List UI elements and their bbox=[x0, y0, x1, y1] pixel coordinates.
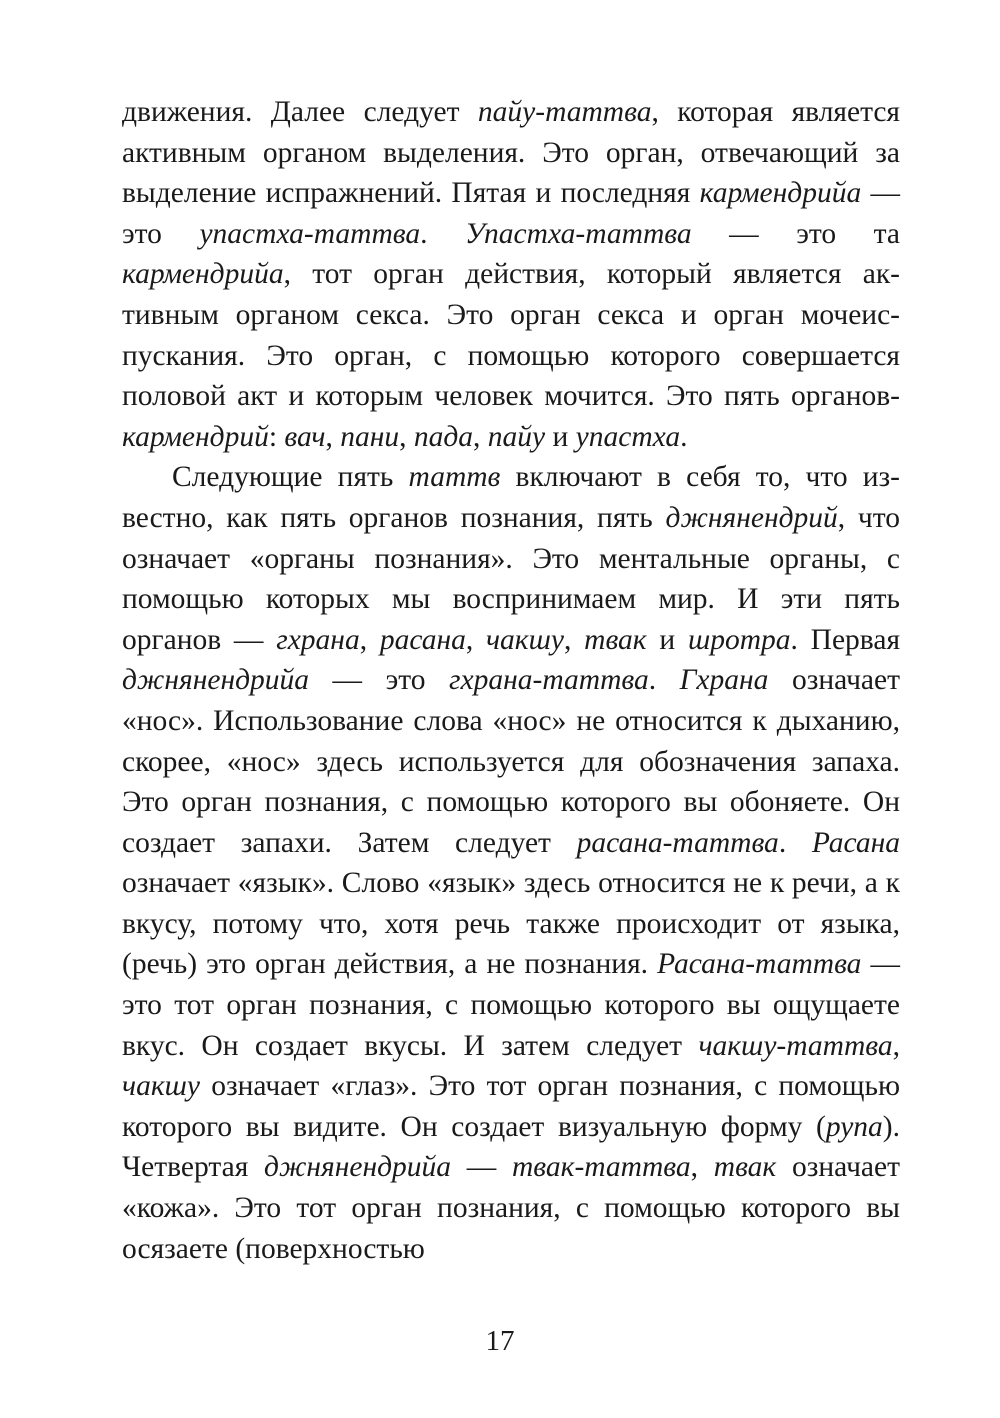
italic-term: джнянендрий bbox=[665, 501, 838, 534]
italic-term: пани bbox=[340, 420, 400, 453]
italic-term: кармендрий bbox=[122, 420, 269, 453]
italic-term: шротра bbox=[687, 623, 791, 656]
italic-term: чакшу bbox=[122, 1070, 200, 1103]
text-run: и bbox=[646, 623, 688, 656]
text-run: движения. Далее следует bbox=[122, 96, 478, 128]
text-run: , bbox=[399, 420, 414, 453]
italic-term: джнянендрийа bbox=[264, 1151, 452, 1184]
text-run: , тот орган действия, который является активным органом секса. Это орган секса и орган мочеиспускания. Это орган, с помощью которого совершается половой акт и которым человек мочится. Это пять органов- bbox=[122, 258, 900, 413]
italic-term: твак bbox=[584, 623, 647, 656]
italic-term: чакшу bbox=[485, 623, 564, 656]
text-run: , bbox=[563, 623, 585, 656]
italic-term: твак bbox=[713, 1151, 777, 1184]
italic-term: расана-таттва bbox=[576, 826, 779, 859]
text-run: означает «нос». Использование слова «нос» не относится к дыханию, скорее, «нос» здесь используется для обозначения запаха. Это орган познания, с помощью которого вы обоняете. Он создает запахи. Затем следует bbox=[122, 664, 900, 859]
text-run: , bbox=[473, 420, 488, 453]
text-run: , что означает «органы познания». Это ментальные органы, с помощью которых мы воспринимаем мир. И эти пять органов — bbox=[122, 501, 900, 656]
italic-term: гхрана-таттва bbox=[449, 664, 649, 697]
italic-term: кармендрийа bbox=[699, 177, 862, 210]
text-run: — это та bbox=[691, 217, 900, 250]
italic-term: твак-таттва bbox=[511, 1151, 691, 1184]
italic-term: Расана bbox=[811, 826, 901, 859]
italic-term: рупа bbox=[825, 1110, 883, 1143]
text-run: , bbox=[465, 623, 486, 656]
italic-term: пада bbox=[413, 420, 474, 453]
italic-term: упастха bbox=[575, 420, 681, 453]
text-run: означает «глаз». Это тот орган познания, с помощью которого вы видите. Он создает визуальную форму ( bbox=[122, 1070, 900, 1143]
page-number: 17 bbox=[485, 1325, 515, 1357]
text-run: . bbox=[420, 217, 466, 250]
italic-term: кармендрийа bbox=[122, 258, 284, 291]
text-run: . bbox=[680, 420, 688, 453]
italic-term: вач bbox=[284, 420, 326, 453]
text-run: , bbox=[690, 1151, 714, 1184]
text-run: , bbox=[325, 420, 341, 453]
paragraph bbox=[122, 92, 900, 457]
text-run: — это тот орган познания, с помощью которого вы ощущаете вкус. Он создает вкусы. И затем следует bbox=[122, 948, 901, 1062]
italic-term: таттв bbox=[408, 461, 501, 494]
text-run: . bbox=[648, 664, 680, 697]
text-run: , bbox=[359, 623, 380, 656]
italic-term: чакшу-таттва bbox=[698, 1029, 893, 1062]
italic-term: пайу-таттва bbox=[477, 96, 652, 128]
text-run: — это bbox=[309, 664, 450, 697]
text-run: и bbox=[545, 420, 576, 453]
text-run: . bbox=[778, 826, 812, 859]
text-run: , которая является активным органом выделения. Это орган, отвечающий за выделение испражнений. Пятая и последняя bbox=[122, 96, 900, 210]
paragraph bbox=[122, 457, 900, 1269]
text-run: означает «язык». Слово «язык» здесь относится не к речи, а к вкусу, потому что, хотя речь также происходит от языка, (речь) это орган действия, а не познания. bbox=[122, 867, 900, 981]
italic-term: расана bbox=[379, 623, 466, 656]
text-run: . Первая bbox=[790, 623, 901, 656]
text-run: , bbox=[892, 1029, 900, 1062]
italic-term: Упастха-таттва bbox=[465, 217, 692, 250]
italic-term: Расана-таттва bbox=[657, 948, 862, 981]
italic-term: гхрана bbox=[276, 623, 360, 656]
text-run: Следующие пять bbox=[172, 461, 409, 494]
italic-term: пайу bbox=[487, 420, 546, 453]
text-run: включают в себя то, что известно, как пять органов познания, пять bbox=[122, 461, 900, 534]
italic-term: Гхрана bbox=[679, 664, 769, 697]
italic-term: упастха-таттва bbox=[199, 217, 421, 250]
italic-term: джнянендрийа bbox=[122, 664, 309, 697]
text-run: — bbox=[451, 1151, 512, 1184]
text-run: означает «кожа». Это тот орган познания, с помощью которого вы осязаете (поверхностью bbox=[122, 1151, 900, 1265]
text-run: ). Четвертая bbox=[122, 1110, 900, 1184]
text-run: — это bbox=[122, 177, 900, 250]
page-body bbox=[122, 92, 900, 1269]
text-run: : bbox=[268, 420, 285, 453]
